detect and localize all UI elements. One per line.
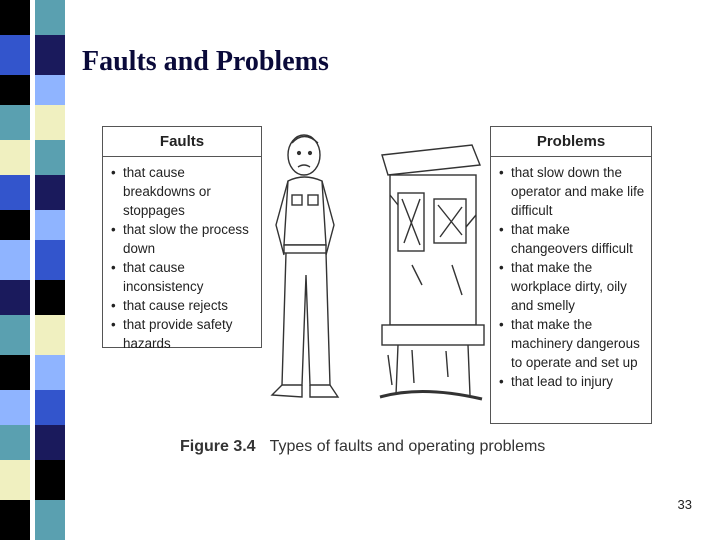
list-item: • that slow the process down [111,220,255,258]
slide-title: Faults and Problems [82,46,329,77]
worker-beside-dirty-machine-illustration [262,115,490,420]
figure-caption [180,438,545,456]
list-item: • that make the workplace dirty, oily and smelly [499,258,645,315]
caption-number: Figure 3.4 [180,438,256,455]
page-number: 33 [677,497,692,512]
list-item: • that cause breakdowns or stoppages [111,163,255,220]
caption-text: Types of faults and operating problems [269,438,546,455]
problems-box [490,126,652,424]
problems-list [491,157,651,397]
list-item: • that cause rejects [111,296,255,315]
faults-box [102,126,262,351]
list-item: • that slow down the operator and make life difficult [499,163,645,220]
decorative-stripe [0,0,70,540]
list-item: • that cause inconsistency [111,258,255,296]
list-item: • that make changeovers difficult [499,220,645,258]
figure [80,100,680,470]
faults-heading: Faults [103,127,261,157]
list-item: • that lead to injury [499,372,645,391]
faults-list [103,157,261,359]
list-item: • that make the machinery dangerous to operate and set up [499,315,645,372]
problems-heading: Problems [491,127,651,157]
list-item: • that provide safety hazards [111,315,255,353]
